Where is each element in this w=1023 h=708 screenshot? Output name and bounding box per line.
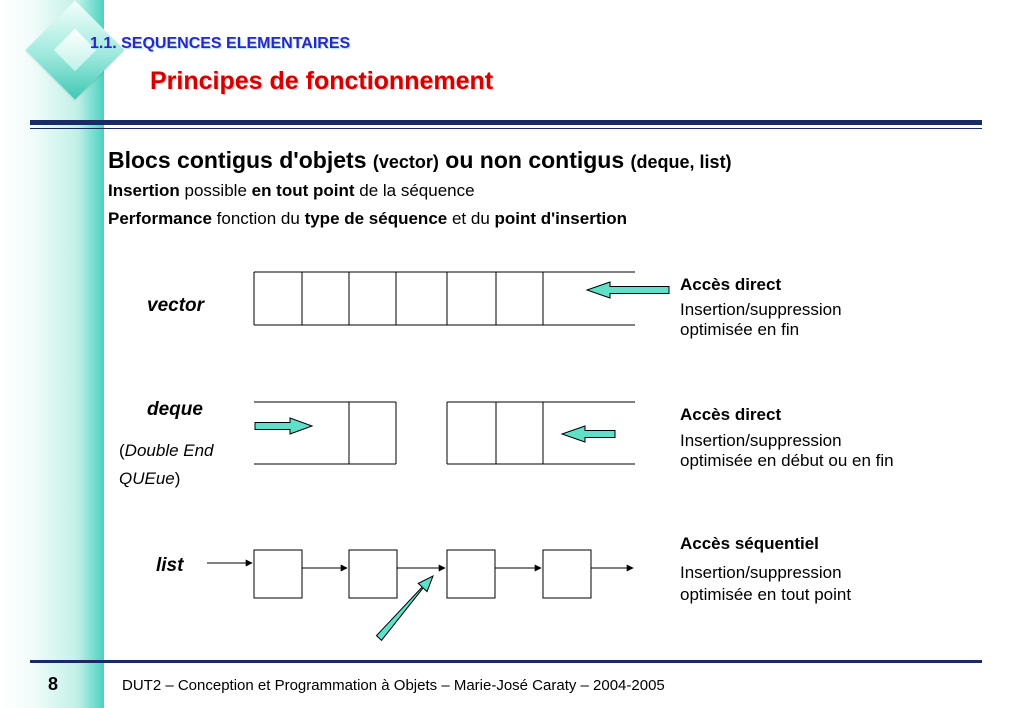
slide-title: Principes de fonctionnement [150, 67, 494, 95]
line3-part5: point d'insertion [494, 209, 627, 228]
deque-paren-close: ) [174, 469, 181, 488]
list-insert-arrow [377, 576, 434, 640]
vector-access: Accès direct [680, 275, 782, 294]
line2-part2: possible [179, 181, 252, 200]
vector-label: vector [147, 295, 205, 316]
line3-part1: Performance [108, 209, 212, 228]
deque-front-insert-arrow [255, 418, 312, 434]
deque-paren-open: ( [119, 441, 125, 460]
list-nodes [254, 550, 591, 598]
line3-part4: et du [447, 209, 495, 228]
footer-text: DUT2 – Conception et Programmation à Objets – Marie-José Caraty – 2004-2005 [122, 677, 665, 694]
footer-rule [30, 660, 982, 663]
list-links [207, 563, 633, 568]
section-label: 1.1. SEQUENCES ELEMENTAIRES [90, 35, 351, 52]
deque-access: Accès direct [680, 405, 782, 424]
deque-block-left [254, 402, 396, 464]
deque-label: deque [147, 399, 203, 420]
line1-part4: (deque, list) [630, 152, 732, 172]
list-access: Accès séquentiel [680, 534, 819, 553]
list-desc-line1: Insertion/suppression [680, 563, 842, 582]
list-desc-line2: optimisée en tout point [680, 585, 852, 604]
line3-part3: type de séquence [304, 209, 448, 228]
vector-desc-line1: Insertion/suppression [680, 300, 842, 319]
deque-expansion-part1: Double End [124, 441, 214, 460]
vector-insert-arrow [587, 282, 669, 298]
deque-back-insert-arrow [562, 426, 615, 442]
line2-part3: en tout point [251, 181, 355, 200]
deque-expansion-part2: QUEue [119, 469, 175, 488]
deque-desc-line1: Insertion/suppression [680, 431, 842, 450]
deque-expansion-line2 [119, 469, 180, 488]
line1-part3: ou non contigus [438, 147, 631, 173]
vector-block [254, 272, 635, 325]
line1-part1: Blocs contigus d'objets [108, 147, 373, 173]
list-label: list [156, 555, 184, 576]
line2-part1: Insertion [108, 181, 180, 200]
page-number: 8 [48, 674, 59, 694]
line3-part2: fonction du [211, 209, 305, 228]
line2-part4: de la séquence [354, 181, 475, 200]
deque-desc-line2: optimisée en début ou en fin [680, 451, 894, 470]
deque-expansion-line1 [119, 441, 214, 460]
line1-part2: (vector) [372, 152, 439, 172]
vector-desc-line2: optimisée en fin [680, 320, 800, 339]
